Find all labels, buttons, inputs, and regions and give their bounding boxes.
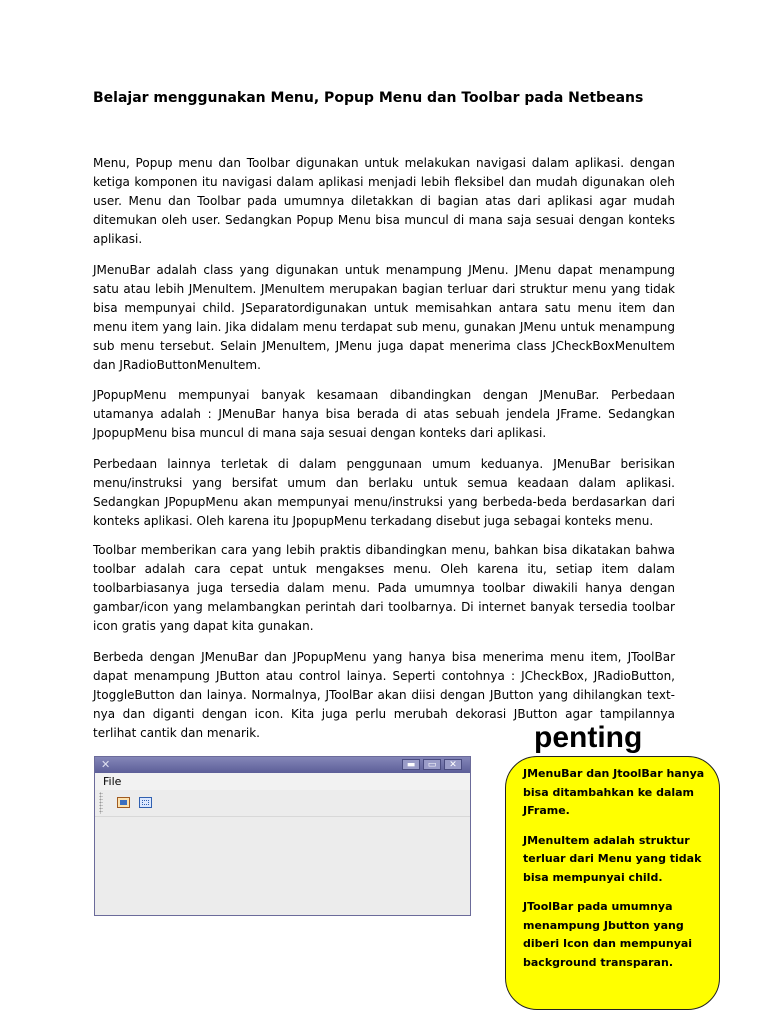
- paragraph-perbedaan: Perbedaan lainnya terletak di dalam penggunaan umum keduanya. JMenuBar berisikan menu/instruksi yang bersifat umum dan berlaku untuk semua keadaan dalam aplikasi. Sedangkan JPopupMenu akan mempunyai menu/instruksi yang berbeda-beda berdasarkan dari konteks aplikasi. Oleh karena itu JpopupMenu terkadang disebut juga sebagai konteks menu.: [93, 457, 675, 528]
- close-button[interactable]: ✕: [444, 759, 462, 770]
- window-toolbar: [95, 790, 470, 817]
- window-menubar: [95, 773, 470, 790]
- window-controls: [402, 759, 462, 770]
- window-content-area: [95, 817, 470, 915]
- maximize-button[interactable]: ▭: [423, 759, 441, 770]
- window-menu-icon[interactable]: ✕: [101, 758, 111, 771]
- select-icon[interactable]: [139, 797, 152, 808]
- callout-note: JToolBar pada umumnya menampung Jbutton yang diberi Icon dan mempunyai background transparan.: [523, 900, 693, 969]
- window-titlebar: [95, 757, 470, 773]
- page-title: Belajar menggunakan Menu, Popup Menu dan Toolbar pada Netbeans: [93, 90, 644, 106]
- paragraph-toolbar: Toolbar memberikan cara yang lebih praktis dibandingkan menu, bahkan bisa dikatakan bahwa toolbar adalah cara cepat untuk mengakses menu. Oleh karena itu, setiap item dalam toolbarbiasanya juga tersedia dalam menu. Pada umumnya toolbar diwakili hanya dengan gambar/icon yang melambangkan perintah dari toolbarnya. Di internet banyak tersedia toolbar icon gratis yang dapat kita gunakan.: [93, 543, 675, 633]
- callout-heading: penting: [534, 721, 643, 754]
- callout-note: JMenuItem adalah struktur terluar dari Menu yang tidak bisa mempunyai child.: [523, 833, 702, 884]
- paragraph-intro: Menu, Popup menu dan Toolbar digunakan untuk melakukan navigasi dalam aplikasi. dengan ketiga komponen itu navigasi dalam aplikasi menjadi lebih fleksibel dan mudah digunakan oleh user. Menu dan Toolbar pada umumnya diletakkan di bagian atas dari aplikasi agar mudah ditemukan oleh user. Sedangkan Popup Menu bisa muncul di mana saja sesuai dengan konteks aplikasi.: [93, 156, 675, 246]
- toolbar-grip-handle[interactable]: [99, 792, 103, 814]
- paragraph-jmenubar: JMenuBar adalah class yang digunakan untuk menampung JMenu. JMenu dapat menampung satu atau lebih JMenuItem. JMenuItem merupakan bagian terluar dari struktur menu yang tidak bisa mempunyai child. JSeparatordigunakan untuk memisahkan antara satu menu item dan menu item yang lain. Jika didalam menu terdapat sub menu, gunakan JMenu untuk menampung sub menu tersebut. Selain JMenuItem, JMenu juga dapat menerima class JCheckBoxMenuItem dan JRadioButtonMenuItem.: [93, 263, 675, 372]
- paragraph-jpopupmenu: JPopupMenu mempunyai banyak kesamaan dibandingkan dengan JMenuBar. Perbedaan utamanya adalah : JMenuBar hanya bisa berada di atas sebuah jendela JFrame. Sedangkan JpopupMenu bisa muncul di mana saja sesuai dengan konteks dari aplikasi.: [93, 388, 675, 440]
- callout-note: JMenuBar dan JtoolBar hanya bisa ditambahkan ke dalam JFrame.: [523, 767, 705, 817]
- image-icon[interactable]: [117, 797, 130, 808]
- minimize-button[interactable]: ▬: [402, 759, 420, 770]
- paragraph-jtoolbar: Berbeda dengan JMenuBar dan JPopupMenu yang hanya bisa menerima menu item, JToolBar dapat menampung JButton atau control lainya. Seperti contohnya : JCheckBox, JRadioButton, JtoggleButton dan lainya. Normalnya, JToolBar akan diisi dengan JButton yang dihilangkan text-nya dan diganti dengan icon. Kita juga perlu merubah dekorasi JButton agar tampilannya terlihat cantik dan menarik.: [93, 650, 675, 740]
- example-window-screenshot: [94, 756, 471, 916]
- callout-note-box: [505, 756, 720, 1010]
- menu-file[interactable]: File: [103, 775, 122, 788]
